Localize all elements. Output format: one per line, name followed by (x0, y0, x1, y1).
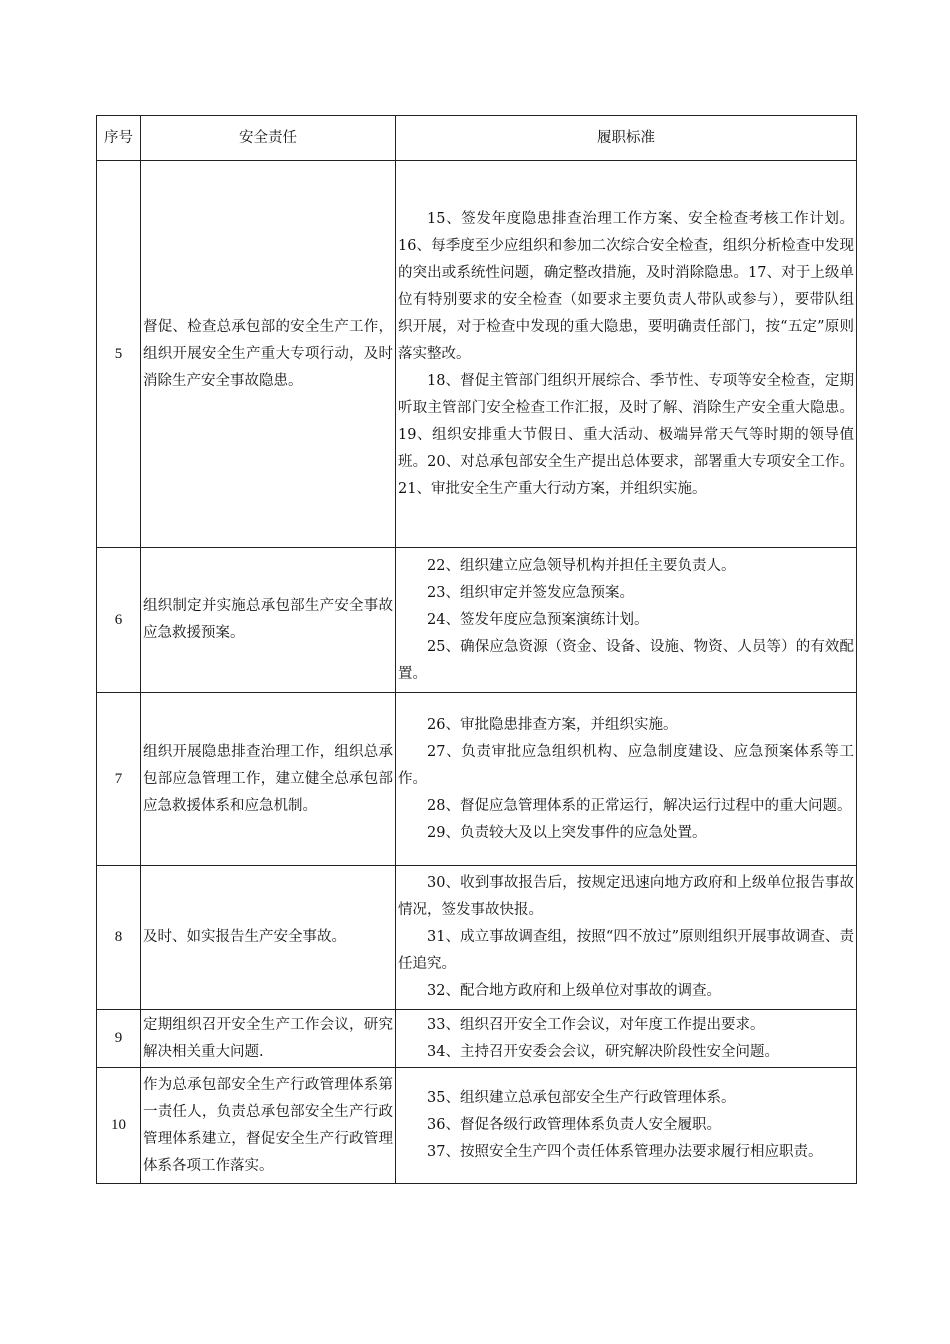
table-row (97, 161, 857, 548)
standard-item: 29、负责较大及以上突发事件的应急处置。 (427, 824, 707, 841)
table-row (97, 1068, 857, 1184)
responsibility-cell: 作为总承包部安全生产行政管理体系第一责任人，负责总承包部安全生产行政管理体系建立，督促安全生产行政管理体系各项工作落实。 (141, 1068, 396, 1184)
standard-item: 24、签发年度应急预案演练计划。 (427, 611, 649, 628)
responsibility-cell: 督促、检查总承包部的安全生产工作，组织开展安全生产重大专项行动，及时消除生产安全事故隐患。 (141, 161, 396, 548)
row-number: 5 (97, 161, 141, 548)
standard-item: 28、督促应急管理体系的正常运行，解决运行过程中的重大问题。 (427, 797, 852, 814)
standard-item: 15、签发年度隐患排查治理工作方案、安全检查考核工作计划。16、每季度至少应组织和参加二次综合安全检查，组织分析检查中发现的突出或系统性问题，确定整改措施，及时消除隐患。17、对于上级单位有特别要求的安全检查（如要求主要负责人带队或参与），要带队组织开展，对于检查中发现的重大隐患，要明确责任部门，按“五定”原则落实整改。 (398, 210, 854, 362)
standard-item: 22、组织建立应急领导机构并担任主要负责人。 (427, 557, 736, 574)
standard-cell (396, 866, 857, 1010)
row-number: 8 (97, 866, 141, 1010)
standard-item: 34、主持召开安委会会议，研究解决阶段性安全问题。 (427, 1043, 779, 1060)
row-number: 10 (97, 1068, 141, 1184)
standard-item: 36、督促各级行政管理体系负责人安全履职。 (427, 1117, 721, 1133)
standard-item: 37、按照安全生产四个责任体系管理办法要求履行相应职责。 (427, 1144, 823, 1160)
row-number: 6 (97, 548, 141, 693)
table-row (97, 866, 857, 1010)
standard-item: 18、督促主管部门组织开展综合、季节性、专项等安全检查，定期听取主管部门安全检查工作汇报，及时了解、消除生产安全重大隐患。19、组织安排重大节假日、重大活动、极端异常天气等时期的领导值班。20、对总承包部安全生产提出总体要求，部署重大专项安全工作。21、审批安全生产重大行动方案，并组织实施。 (398, 372, 854, 497)
standard-item: 23、组织审定并签发应急预案。 (427, 584, 634, 601)
standard-cell (396, 161, 857, 548)
standard-item: 35、组织建立总承包部安全生产行政管理体系。 (427, 1090, 736, 1106)
standard-cell (396, 1068, 857, 1184)
standard-item: 25、确保应急资源（资金、设备、设施、物资、人员等）的有效配置。 (398, 638, 854, 682)
row-number: 7 (97, 693, 141, 866)
standard-item: 30、收到事故报告后，按规定迅速向地方政府和上级单位报告事故情况，签发事故快报。 (398, 875, 854, 918)
responsibility-cell: 组织制定并实施总承包部生产安全事故应急救援预案。 (141, 548, 396, 693)
responsibility-table (96, 115, 857, 1184)
standard-item: 31、成立事故调查组，按照“四不放过”原则组织开展事故调查、责任追究。 (398, 929, 854, 972)
standard-cell (396, 693, 857, 866)
table-row (97, 693, 857, 866)
standard-cell (396, 1010, 857, 1068)
standard-cell (396, 548, 857, 693)
table-row (97, 548, 857, 693)
header-standard: 履职标准 (396, 116, 857, 161)
row-number: 9 (97, 1010, 141, 1068)
header-no: 序号 (97, 116, 141, 161)
responsibility-cell: 组织开展隐患排查治理工作，组织总承包部应急管理工作，建立健全总承包部应急救援体系和应急机制。 (141, 693, 396, 866)
table-row (97, 1010, 857, 1068)
standard-item: 27、负责审批应急组织机构、应急制度建设、应急预案体系等工作。 (398, 743, 854, 787)
standard-item: 33、组织召开安全工作会议，对年度工作提出要求。 (427, 1016, 765, 1033)
standard-item: 26、审批隐患排查方案，并组织实施。 (427, 716, 678, 733)
standard-item: 32、配合地方政府和上级单位对事故的调查。 (427, 983, 721, 999)
header-responsibility: 安全责任 (141, 116, 396, 161)
responsibility-cell: 定期组织召开安全生产工作会议，研究解决相关重大问题. (141, 1010, 396, 1068)
table-header-row (97, 116, 857, 161)
responsibility-cell: 及时、如实报告生产安全事故。 (141, 866, 396, 1010)
